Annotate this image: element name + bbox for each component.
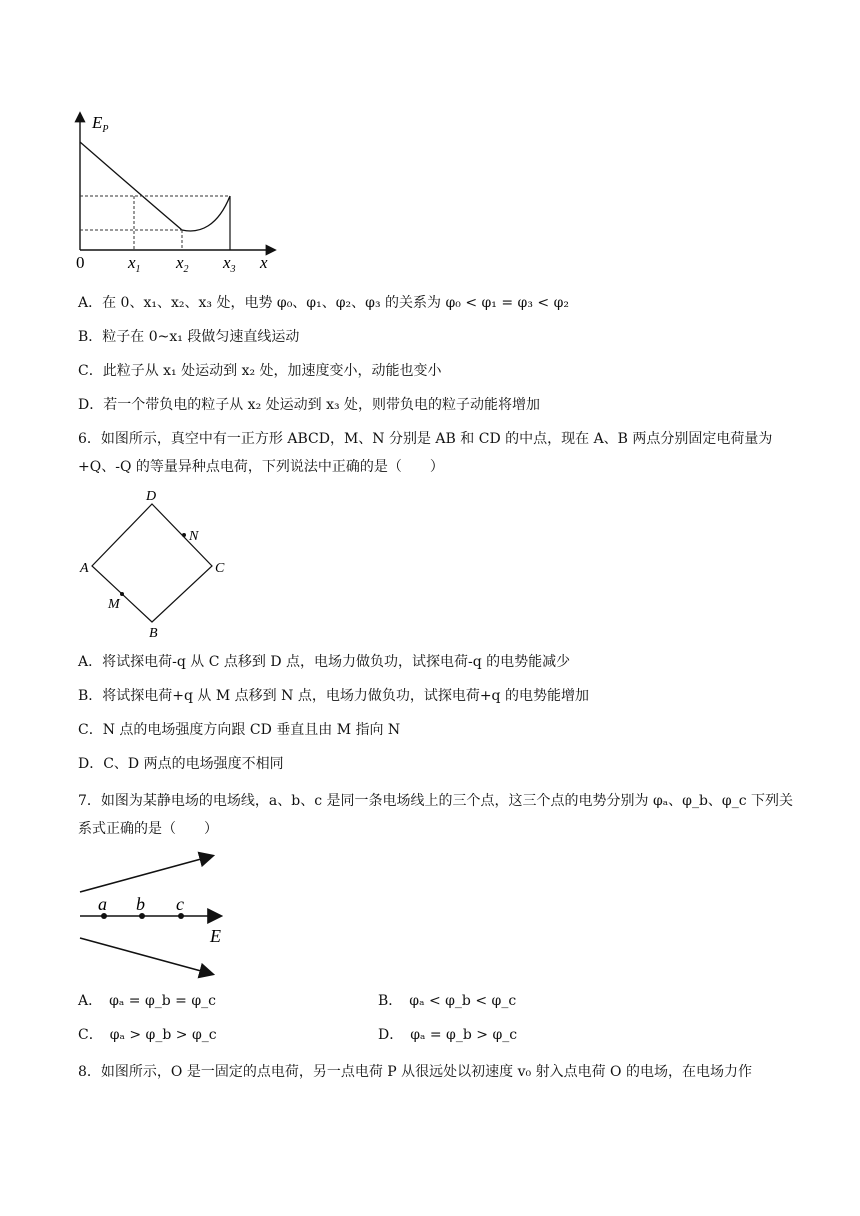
q5-option-c: C．此粒子从 x₁ 处运动到 x₂ 处，加速度变小，动能也变小	[78, 363, 442, 379]
q7-option-c: C． φₐ > φ_b > φ_c	[78, 1027, 217, 1043]
field-lines-figure	[70, 848, 240, 980]
q5-option-d: D．若一个带负电的粒子从 x₂ 处运动到 x₃ 处，则带负电的粒子动能将增加	[78, 397, 541, 413]
point-m	[120, 592, 124, 596]
tick-x2: $x_2$	[176, 253, 189, 274]
q7-option-b: B． φₐ < φ_b < φ_c	[378, 993, 517, 1009]
q6-option-c: C．N 点的电场强度方向跟 CD 垂直且由 M 指向 N	[78, 722, 401, 738]
label-m: M	[108, 597, 120, 612]
x-label: x	[260, 253, 268, 272]
label-b-point: b	[136, 894, 145, 914]
tick-x1: $x_1$	[128, 253, 141, 274]
field-line-top	[80, 856, 212, 892]
q6-option-b: B．将试探电荷+q 从 M 点移到 N 点，电场力做负功，试探电荷+q 的电势能增加	[78, 688, 589, 704]
label-a: A	[80, 561, 89, 576]
q7-option-d: D． φₐ = φ_b > φ_c	[378, 1027, 518, 1043]
q6-stem: 6．如图所示，真空中有一正方形 ABCD，M、N 分别是 AB 和 CD 的中点，现在 A、B 两点分别固定电荷量为+Q、-Q 的等量异种点电荷，下列说法中正确的是（ ）	[78, 431, 773, 475]
label-n: N	[189, 529, 199, 544]
origin-label: 0	[76, 253, 85, 272]
label-c-point: c	[176, 894, 184, 914]
label-c: C	[215, 561, 225, 576]
q7-stem: 7．如图为某静电场的电场线，a、b、c 是同一条电场线上的三个点，这三个点的电势分别为 φₐ、φ_b、φ_c 下列关系式正确的是（ ）	[78, 793, 794, 837]
label-e-field: E	[210, 926, 221, 946]
ep-curve	[80, 142, 230, 231]
q5-option-b: B．粒子在 0~x₁ 段做匀速直线运动	[78, 329, 300, 345]
point-n	[182, 533, 186, 537]
q6-option-a: A．将试探电荷-q 从 C 点移到 D 点，电场力做负功，试探电荷-q 的电势能减少	[78, 654, 571, 670]
label-d: D	[146, 489, 157, 504]
label-a-point: a	[98, 894, 107, 914]
square-abcd-figure	[76, 486, 236, 642]
tick-x3: $x_3$	[223, 253, 236, 274]
q8-stem: 8．如图所示，O 是一固定的点电荷，另一点电荷 P 从很远处以初速度 v₀ 射入点电荷 O 的电场，在电场力作	[78, 1064, 752, 1080]
q6-option-d: D．C、D 两点的电场强度不相同	[78, 756, 284, 772]
q7-option-a: A． φₐ = φ_b = φ_c	[78, 993, 216, 1009]
ep-x-graph	[70, 108, 280, 274]
y-label: $E_P$	[92, 113, 109, 135]
q5-option-a: A．在 0、x₁、x₂、x₃ 处，电势 φ₀、φ₁、φ₂、φ₃ 的关系为 φ₀ < φ₁ = φ₃ < φ₂	[78, 295, 570, 311]
field-line-bottom	[80, 938, 212, 974]
label-b: B	[149, 626, 158, 641]
